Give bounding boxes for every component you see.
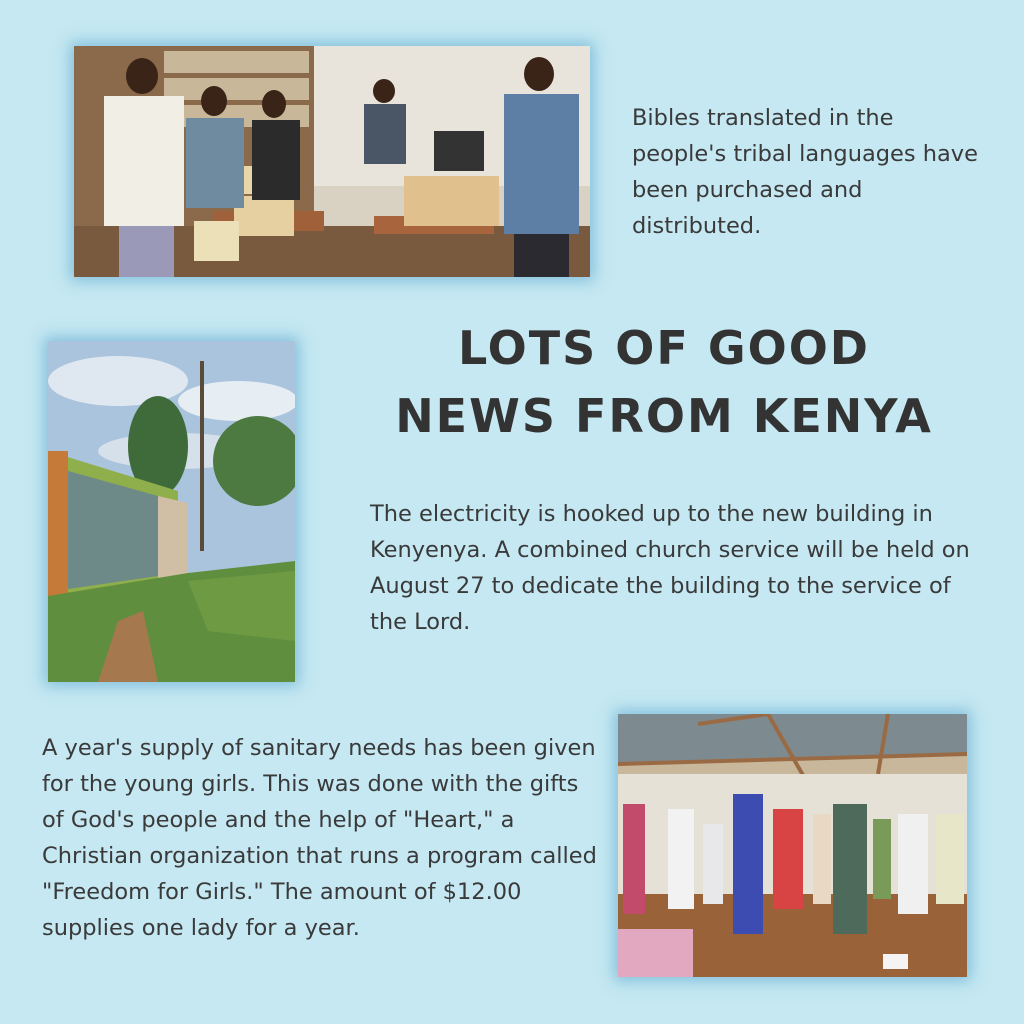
- sanitary-description: A year's supply of sanitary needs has been given for the young girls. This was done with the gifts of God's people and the help of "Heart," a Christian organization that runs a program called "Freedom for Girls." The amount of $12.00 supplies one lady for a year.: [42, 735, 597, 941]
- bibles-description: Bibles translated in the people's tribal languages have been purchased and distributed.: [632, 105, 978, 239]
- title-line-2: NEWS FROM KENYA: [395, 389, 933, 443]
- photo-bible-distribution: [74, 46, 590, 277]
- title-line-1: LOTS OF GOOD: [458, 321, 870, 375]
- photo-girls-program: [618, 714, 967, 977]
- page-title: [350, 314, 978, 450]
- photo-new-building: [48, 341, 295, 682]
- electricity-description: The electricity is hooked up to the new building in Kenyenya. A combined church service will be held on August 27 to dedicate the building to the service of the Lord.: [370, 501, 970, 635]
